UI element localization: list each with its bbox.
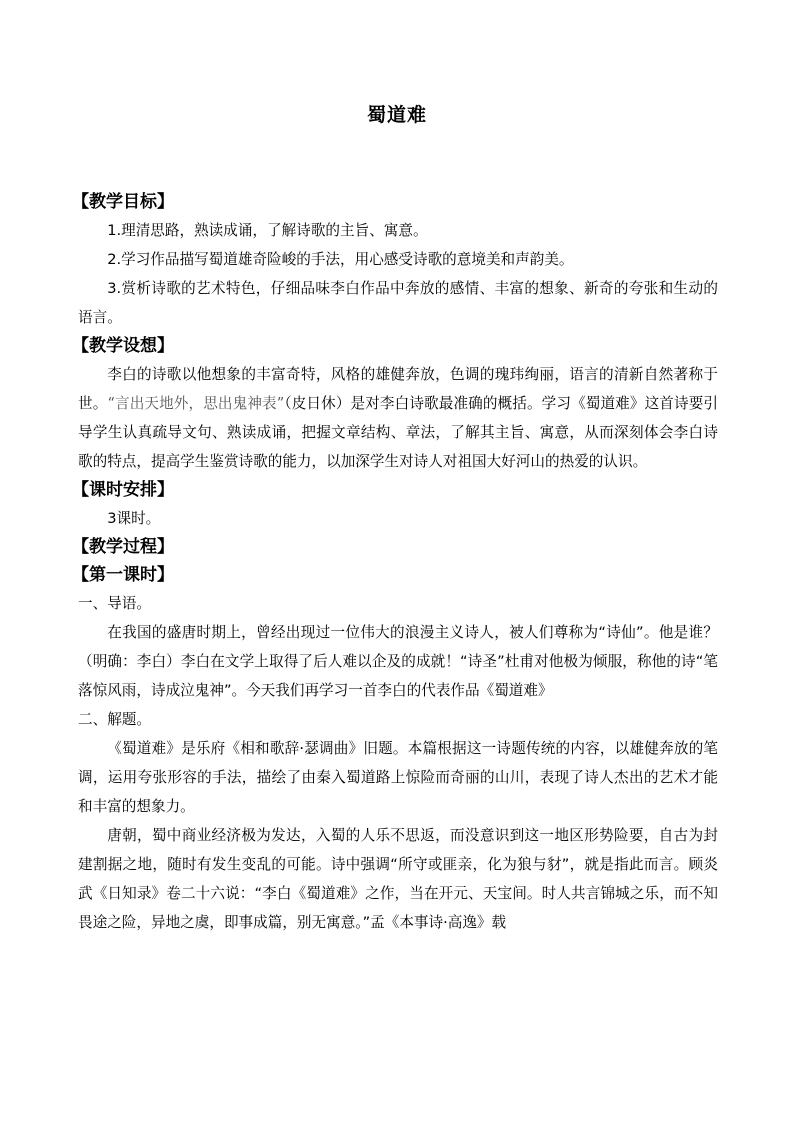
heading-schedule: 【课时安排】 [72, 480, 174, 500]
section-title-text-2a: 唐朝，蜀中商业经济极为发达，入蜀的人乐不思返，而没意识到这一地区形势险要，自古为封建割据之地，随时有发生变乱的可能。诗中强调“所守或匪亲，化为狼与豺”，就是指此而言。顾炎武《日知录》卷二十六说：“李白《蜀道难》之作，当在开元、天宝间。时人共言锦城之乐，而不知畏途之险，异地之虞，即事成篇，别无寓意。” [78, 827, 718, 931]
section-intro-label: 一、导语。 [78, 595, 151, 612]
section-title-text-2 [78, 821, 718, 937]
schedule-text: 3课时。 [107, 510, 161, 527]
document-body [72, 188, 718, 937]
design-paragraph [78, 360, 718, 476]
goal-item-2: 2.学习作品描写蜀道雄奇险峻的手法，用心感受诗歌的意境美和声韵美。 [107, 251, 574, 268]
heading-teaching-goals: 【教学目标】 [72, 192, 174, 212]
design-quote: “言出天地外，思出鬼神表” [107, 395, 285, 412]
goal-item-3: 3.赏析诗歌的艺术特色，仔细品味李白作品中奔放的感情、丰富的想象、新奇的夸张和生动的语言。 [78, 280, 718, 326]
design-text-part2: （皮日休）是对李白诗歌最准确的概括。学习《蜀道难》这首诗要引导学生认真疏导文句、熟读成诵，把握文章结构、章法，了解其主旨、寓意，从而深刻体会李白诗歌的特点，提高学生鉴赏诗歌的能力，以加深学生对诗人对祖国大好河山的热爱的认识。 [78, 395, 718, 470]
design-text-part1: 李白的诗歌以他想象的丰富奇特，风格的雄健奔放，色调的瑰玮绚丽，语言的清新自然著称于世。 [78, 366, 718, 412]
section-title-text-2b: 孟《本事诗·高逸》载 [370, 914, 507, 931]
heading-first-lesson: 【第一课时】 [72, 565, 174, 585]
section-title-label: 二、解题。 [78, 711, 151, 728]
section-title-text-1: 《蜀道难》是乐府《相和歌辞·瑟调曲》旧题。本篇根据这一诗题传统的内容，以雄健奔放的笔调，运用夸张形容的手法，描绘了由秦入蜀道路上惊险而奇丽的山川，表现了诗人杰出的艺术才能和丰富的想象力。 [78, 740, 718, 815]
page-title: 蜀道难 [366, 104, 427, 126]
heading-teaching-design: 【教学设想】 [72, 336, 174, 356]
section-intro-text: 在我国的盛唐时期上，曾经出现过一位伟大的浪漫主义诗人，被人们尊称为“诗仙”。他是谁？（明确：李白）李白在文学上取得了后人难以企及的成就！“诗圣”杜甫对他极为倾服，称他的诗“笔落惊风雨，诗成泣鬼神”。今天我们再学习一首李白的代表作品《蜀道难》 [78, 624, 718, 699]
heading-teaching-process: 【教学过程】 [72, 537, 174, 557]
goal-item-1: 1.理清思路，熟读成诵，了解诗歌的主旨、寓意。 [107, 222, 428, 239]
